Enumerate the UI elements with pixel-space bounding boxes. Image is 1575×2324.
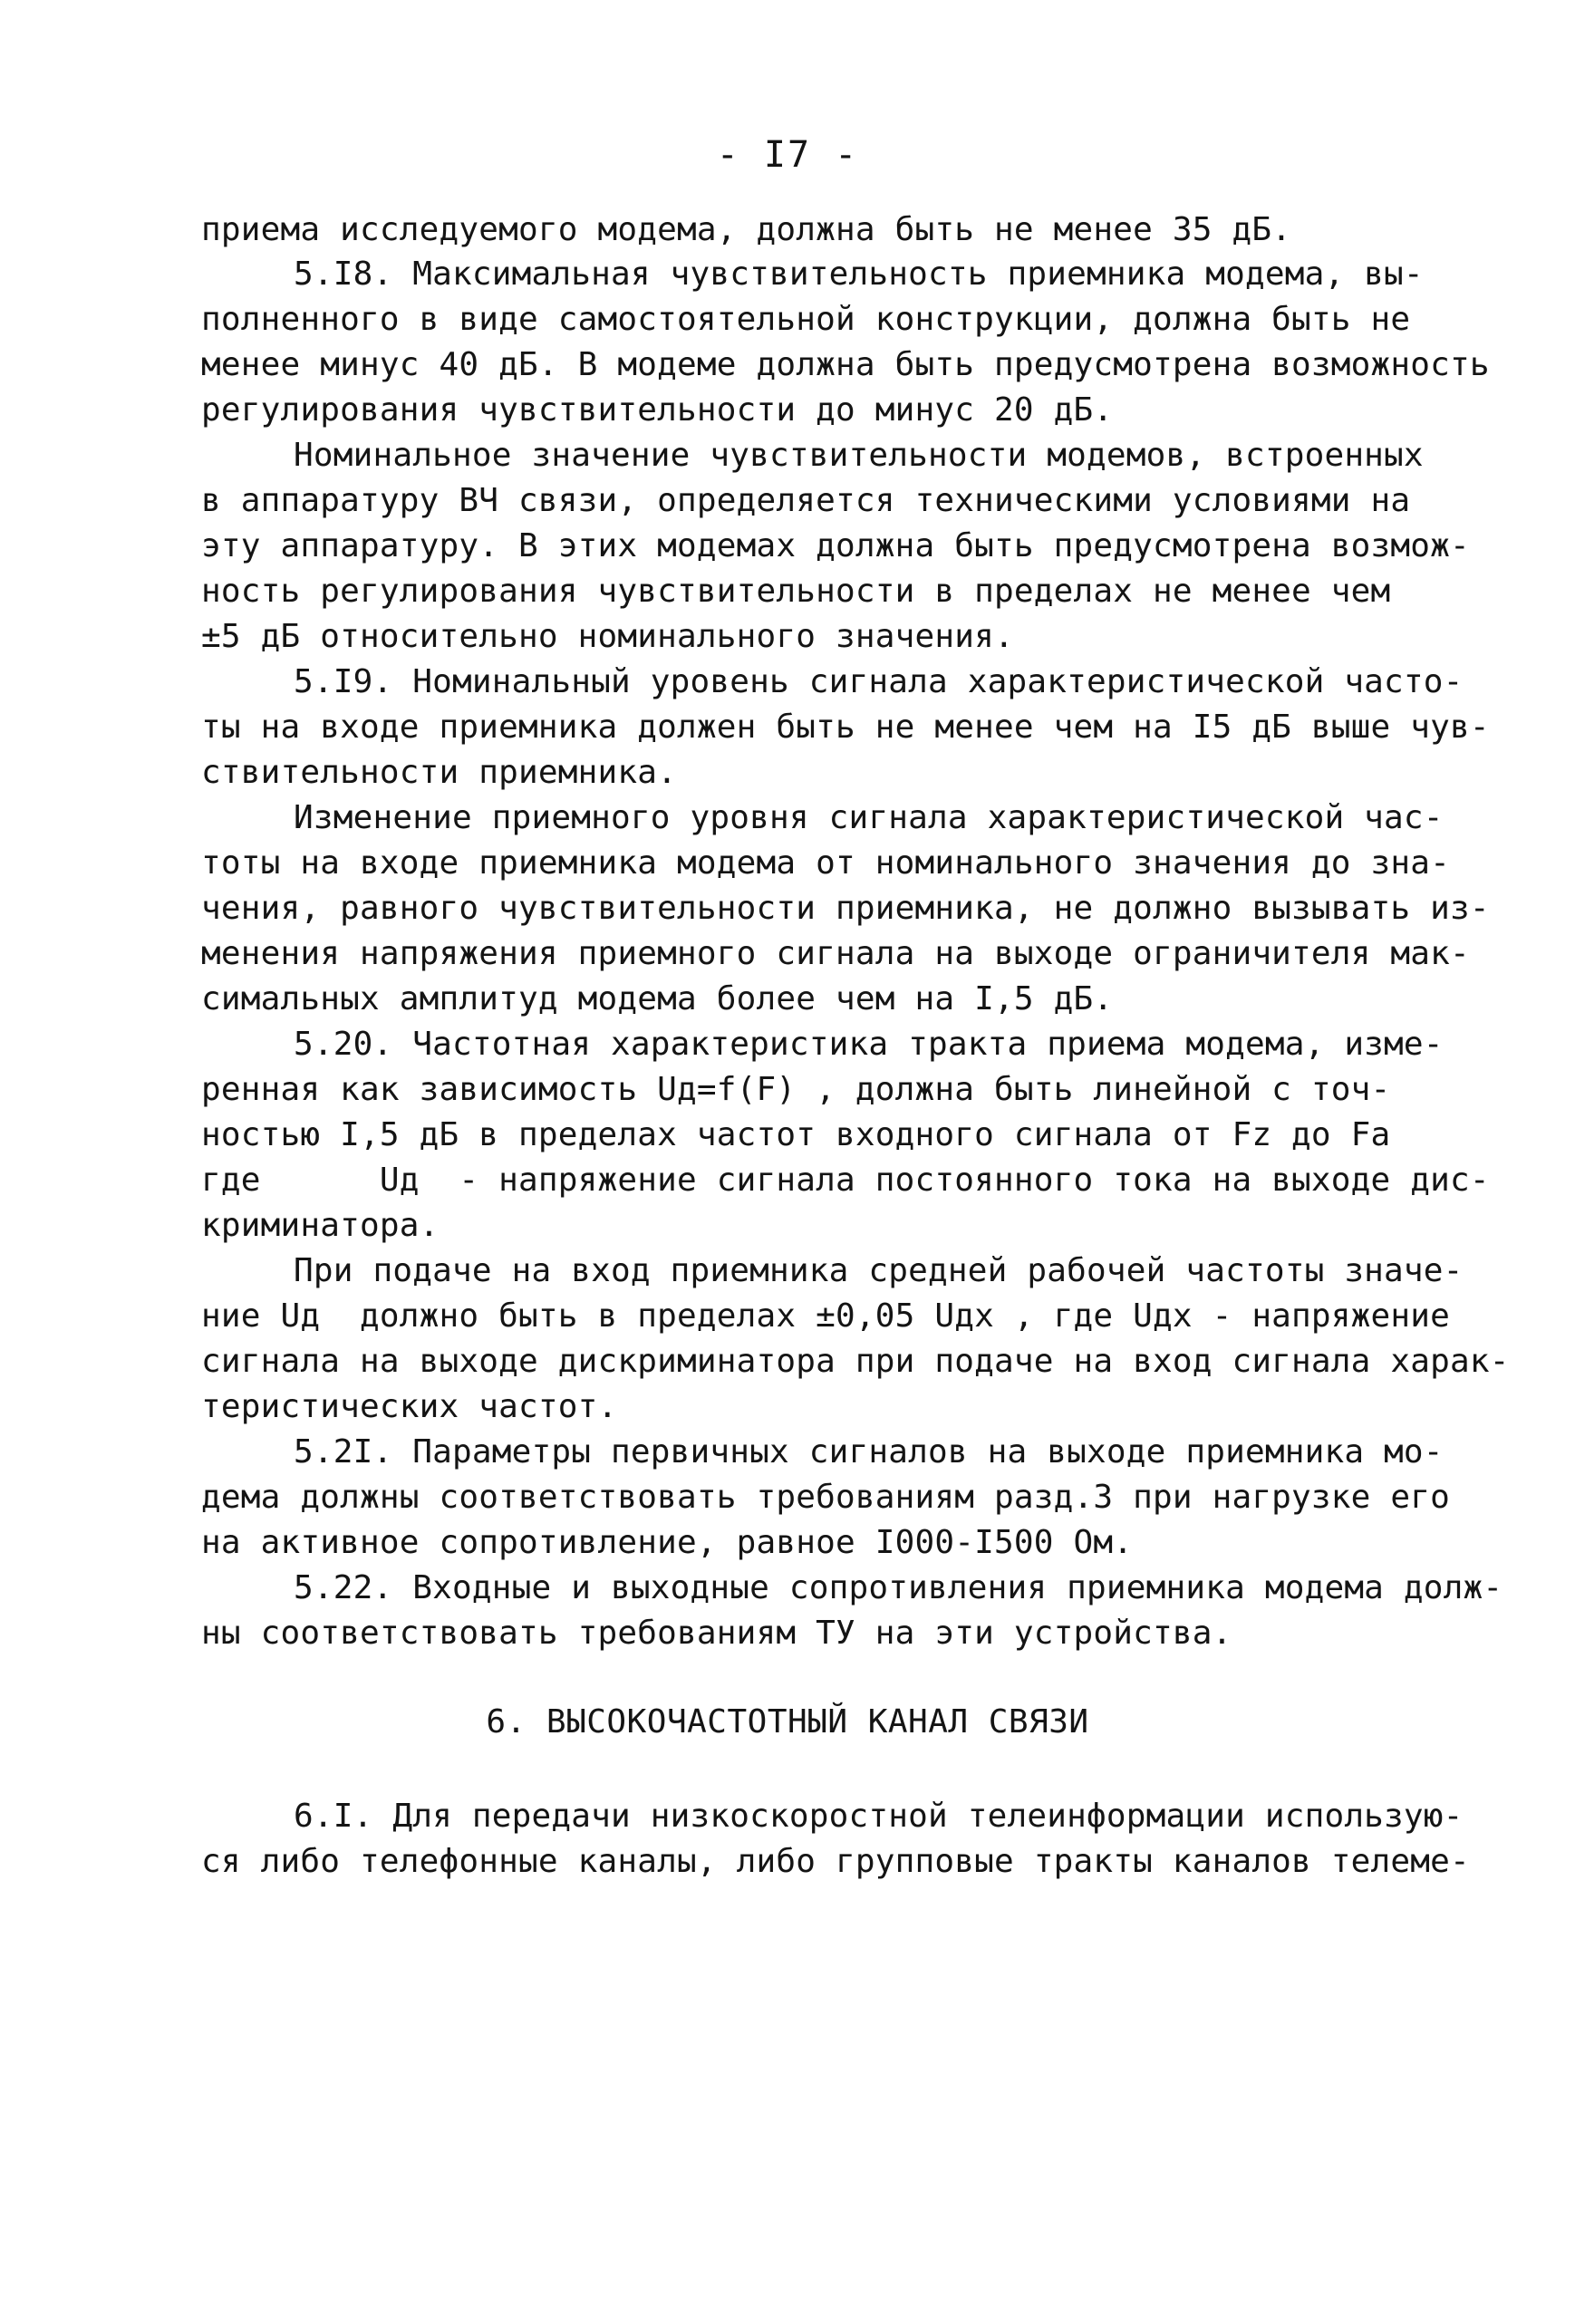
text-line: дема должны соответствовать требованиям разд.3 при нагрузке его	[201, 1479, 1451, 1516]
text-line: ность регулирования чувствительности в пределах не менее чем	[201, 573, 1391, 610]
page-number: - I7 -	[716, 134, 859, 176]
text-line: приема исследуемого модема, должна быть не менее 35 дБ.	[201, 211, 1292, 248]
text-line: тоты на входе приемника модема от номинального значения до зна-	[201, 844, 1451, 882]
text-line: ствительности приемника.	[201, 754, 677, 791]
text-line: ны соответствовать требованиям ТУ на эти устройства.	[201, 1615, 1232, 1652]
text-line: 5.I9. Номинальный уровень сигнала характеристической часто-	[294, 663, 1464, 700]
text-line: чения, равного чувствительности приемника, не должно вызывать из-	[201, 890, 1490, 927]
text-line: менее минус 40 дБ. В модеме должна быть предусмотрена возможность	[201, 346, 1490, 383]
text-line: сигнала на выходе дискриминатора при подаче на вход сигнала харак-	[201, 1343, 1510, 1380]
text-line: криминатора.	[201, 1207, 440, 1244]
text-line: ±5 дБ относительно номинального значения.	[201, 618, 1014, 655]
text-line: в аппаратуру ВЧ связи, определяется техническими условиями на	[201, 482, 1411, 519]
text-line: ние Uд должно быть в пределах ±0,05 Uдx , где Uдx - напряжение	[201, 1297, 1451, 1335]
text-line: Изменение приемного уровня сигнала характеристической час-	[294, 799, 1444, 836]
text-line: симальных амплитуд модема более чем на I,5 дБ.	[201, 980, 1114, 1017]
text-line: ренная как зависимость Uд=f(F) , должна быть линейной с точ-	[201, 1071, 1391, 1108]
text-line: 5.2I. Параметры первичных сигналов на выходе приемника мо-	[294, 1433, 1444, 1471]
text-line: менения напряжения приемного сигнала на выходе ограничителя мак-	[201, 935, 1470, 972]
text-line: 5.20. Частотная характеристика тракта приема модема, изме-	[294, 1026, 1444, 1063]
text-line: ностью I,5 дБ в пределах частот входного сигнала от Fz до Fa	[201, 1116, 1391, 1153]
text-line: где Uд - напряжение сигнала постоянного тока на выходе дис-	[201, 1162, 1490, 1199]
text-line: на активное сопротивление, равное I000-I500 Ом.	[201, 1524, 1134, 1561]
text-line: регулирования чувствительности до минус 20 дБ.	[201, 391, 1114, 429]
text-line: При подаче на вход приемника средней рабочей частоты значе-	[294, 1252, 1464, 1289]
text-line: Номинальное значение чувствительности модемов, встроенных	[294, 437, 1424, 474]
text-line: 5.I8. Максимальная чувствительность приемника модема, вы-	[294, 256, 1424, 293]
text-line: ся либо телефонные каналы, либо групповые тракты каналов телеме-	[201, 1843, 1470, 1880]
text-line: ты на входе приемника должен быть не менее чем на I5 дБ выше чув-	[201, 709, 1490, 746]
section-heading: 6. ВЫСОКОЧАСТОТНЫЙ КАНАЛ СВЯЗИ	[486, 1703, 1089, 1741]
text-line: 5.22. Входные и выходные сопротивления приемника модема долж-	[294, 1569, 1503, 1606]
text-line: полненного в виде самостоятельной конструкции, должна быть не	[201, 301, 1411, 338]
text-line: эту аппаратуру. В этих модемах должна быть предусмотрена возмож-	[201, 527, 1470, 564]
text-line: теристических частот.	[201, 1388, 618, 1425]
text-line: 6.I. Для передачи низкоскоростной телеинформации использую-	[294, 1798, 1464, 1835]
